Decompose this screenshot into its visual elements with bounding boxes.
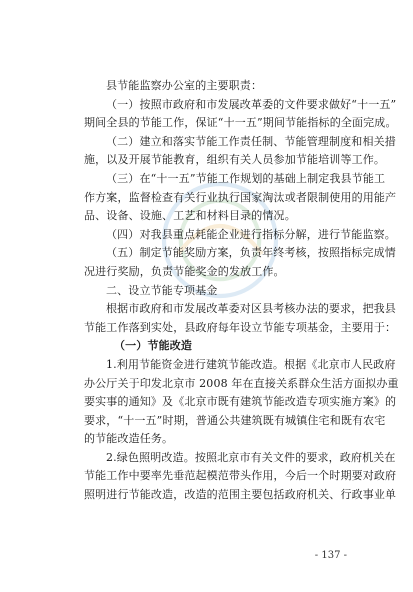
text-line: 施，以及开展节能教育，组织有关人员参加节能培训等工作。 (84, 153, 386, 167)
document-body (84, 77, 399, 505)
text-line: 期间全县的节能工作，保证“十一五”期间节能指标的全面完成。 (84, 116, 397, 130)
text-line: 办公厅关于印发北京市 2008 年在直接关系群众生活方面拟办重 (84, 376, 399, 390)
text-line: 根据市政府和市发展改革委对区县考核办法的要求，把我县 (106, 302, 396, 316)
text-line: 作方案，监督检查有关行业执行国家淘汰或者限制使用的用能产 (84, 190, 397, 204)
text-line: （五）制定节能奖励方案，负责年终考核，按照指标完成情 (106, 246, 396, 260)
text-line: 节能工作落到实处，县政府每年设立节能专项基金，主要用于： (84, 320, 397, 334)
text-line: （二）建立和落实节能工作责任制、节能管理制度和相关措 (106, 134, 396, 148)
text-line: 要实事的通知》及《北京市既有建筑节能改造专项实施方案》的 (84, 395, 397, 409)
text-line: 照明进行节能改造，改造的范围主要包括政府机关、行政事业单 (84, 488, 397, 502)
page-number: - 137 - (314, 550, 347, 561)
text-line: （三）在“十一五”节能工作规划的基础上制定我县节能工 (106, 171, 386, 185)
text-line: 况进行奖励，负责节能奖金的发放工作。 (84, 264, 285, 278)
text-line: 要求，“十一五”时期，普通公共建筑既有城镇住宅和既有农宅 (84, 413, 386, 427)
text-line: 1.利用节能资金进行建筑节能改造。根据《北京市人民政府 (106, 357, 396, 371)
text-line: （四）对我县重点耗能企业进行指标分解，进行节能监察。 (106, 227, 396, 241)
text-line: 的节能改造任务。 (84, 432, 174, 446)
text-line: 县节能监察办公室的主要职责： (106, 79, 263, 92)
text-line: （一）按照市政府和市发展改革委的文件要求做好“十一五” (106, 97, 397, 111)
text-line: 节能工作中要率先垂范起模范带头作用，今后一个时期要对政府 (84, 469, 397, 483)
text-line: 品、设备、设施、工艺和材料目录的情况。 (84, 209, 296, 223)
text-line: 二、设立节能专项基金 (106, 283, 218, 297)
text-line: 2.绿色照明改造。按照北京市有关文件的要求，政府机关在 (106, 450, 396, 464)
text-line: （一）节能改造 (114, 339, 193, 353)
